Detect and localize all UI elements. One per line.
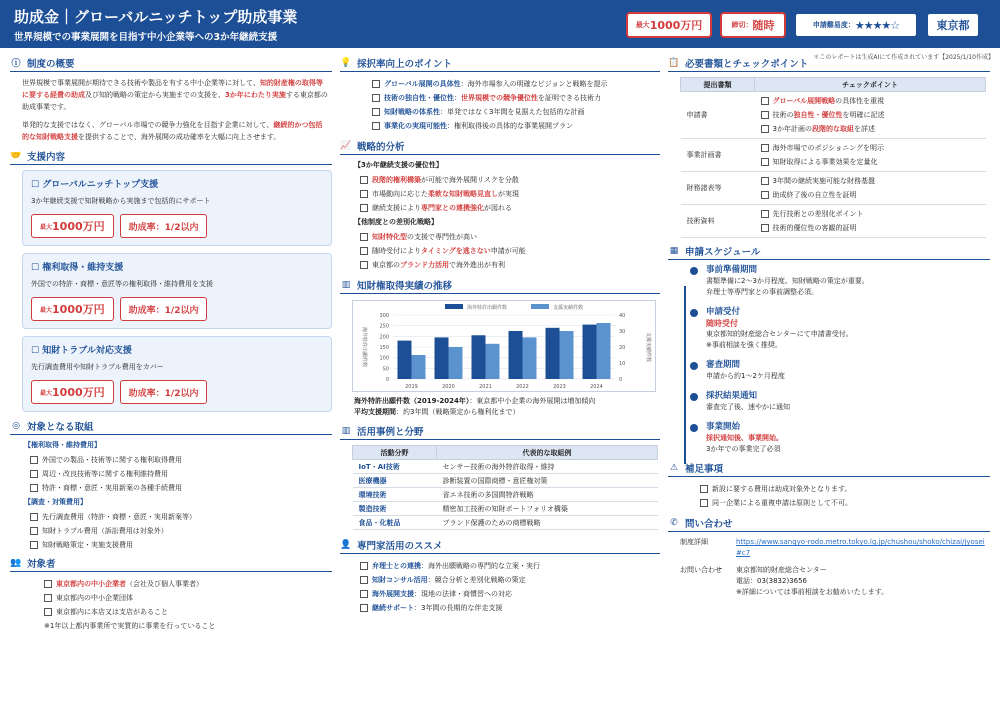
docs-table: [680, 77, 986, 238]
y-axis-label-right: 支援実績件数: [645, 331, 651, 363]
fields-table: [352, 445, 658, 530]
support-heading: 🤝 支援内容: [10, 149, 332, 165]
y-tick-left: 50: [382, 366, 389, 373]
timeline-item: 事業開始 採択通知後、事業開始。 3か年での事業完了必須: [692, 422, 990, 455]
list-item: 事業化の実現可能性：権利取得後の具体的な事業展開プラン: [384, 119, 660, 133]
table-header: 活動分野: [353, 446, 437, 460]
legend-swatch: [531, 304, 549, 309]
y-tick-left: 150: [379, 345, 389, 351]
max-badge: 最大 1000万円: [31, 380, 114, 404]
list-item: 知財特化型の支援で専門性が高い: [372, 230, 660, 244]
table-header: チェックポイント: [755, 78, 986, 92]
bar-series-1: [583, 325, 597, 379]
list-item: 周辺・改良技術等に関する権利維持費用: [42, 467, 332, 481]
bar-series-2: [523, 337, 537, 379]
list-item: 東京都内の中小企業団体: [56, 591, 332, 605]
info-icon: ⓘ: [11, 59, 21, 69]
timeline-line: [684, 286, 686, 464]
user-tie-icon: 👤: [340, 539, 352, 550]
eligible-heading: 👥 対象者: [10, 556, 332, 572]
difficulty-badge: 申請難易度： ★★★★☆: [794, 12, 918, 38]
page-title: 助成金｜グローバルニッチトップ助成事業: [14, 8, 298, 26]
x-tick-label: 2022: [516, 384, 529, 390]
list-item: 継続サポート：3年間の長期的な伴走支援: [372, 601, 660, 615]
rate-badge: 助成率：1/2以内: [120, 214, 208, 238]
y-tick-left: 300: [379, 313, 389, 319]
list-item: 知財コンサル活用：競合分析と差別化戦略の策定: [372, 573, 660, 587]
rate-badge: 助成率：1/2以内: [120, 380, 208, 404]
contact-heading: ✆ 問い合わせ: [668, 516, 990, 532]
table-row: 製造技術 精密加工技術の知財ポートフォリオ構築: [353, 502, 658, 516]
list-item: 海外展開支援：現地の法律・商慣習への対応: [372, 587, 660, 601]
support-card-title: ☐ グローバルニッチトップ支援: [31, 180, 159, 190]
list-item: 助成終了後の自立性を証明: [773, 188, 980, 202]
table-header: 代表的な取組例: [437, 446, 658, 460]
contact-url-link[interactable]: https://www.sangyo-rodo.metro.tokyo.lg.jp/chushou/shoko/chizai/jyosei#c7: [736, 538, 985, 557]
extra-heading: ⚠ 補足事項: [668, 461, 990, 477]
list-item: 継続支援により専門家との連携強化が図れる: [372, 201, 660, 215]
support-card-desc: 先行調査費用や知財トラブル費用をカバー: [31, 363, 164, 371]
table-row: 食品・化粧品 ブランド保護のための商標戦略: [353, 516, 658, 530]
list-item: 市場動向に応じた柔軟な知財戦略見直しが実現: [372, 187, 660, 201]
y-tick-right: 10: [619, 361, 626, 367]
y-axis-label-left: 海外特許出願件数: [361, 326, 367, 368]
table-row: 環境技術 省エネ技術の多国間特許戦略: [353, 488, 658, 502]
table-row: 申請書 グローバル展開戦略の具体性を重視 技術の独自性・優位性を明確に記述 3か年計画の段階的な取組を詳述: [681, 92, 986, 139]
fields-heading: ▥ 活用事例と分野: [340, 424, 660, 440]
bar-chart-icon: ▥: [341, 279, 351, 290]
timeline-item: 事前準備期間 書類準備に2〜3か月程度。知財戦略の策定が重要。 弁理士等専門家との事前調整必須。: [692, 265, 990, 298]
table-row: 事業計画書 海外市場でのポジショニングを明示 知財取得による事業効果を定量化: [681, 139, 986, 172]
max-amount-badge: 最大 1000万円: [626, 12, 712, 38]
list-item: 知財トラブル費用（訴訟費用は対象外）: [42, 524, 332, 538]
targets-group-label: 【権利取得・維持費用】: [24, 441, 101, 449]
ai-note: ＊このレポートは生成AIにて作成されています【2025/1/10作成】: [813, 54, 994, 61]
deadline-badge: 締切： 随時: [720, 12, 786, 38]
list-item: 技術の独自性・優位性を明確に記述: [773, 108, 980, 122]
bar-series-1: [435, 337, 449, 379]
table-header: 提出書類: [681, 78, 755, 92]
x-tick-label: 2021: [479, 384, 492, 390]
timeline-item: 申請受付 随時受付 東京都知的財産総合センターにて申請書受付。 ※事前相談を強く推奨。: [692, 307, 990, 351]
table-row: 医療機器 診断装置の国際商標・意匠権対策: [353, 474, 658, 488]
calendar-icon: ▦: [669, 245, 679, 256]
y-tick-right: 20: [619, 345, 626, 351]
bar-series-1: [398, 341, 412, 379]
ip-trend-heading: ▥ 知財権取得実績の推移: [340, 278, 660, 294]
list-item: 先行技術との差別化ポイント: [773, 207, 980, 221]
table-row: IoT・AI技術 センサー技術の海外特許取得・維持: [353, 460, 658, 474]
y-tick-right: 40: [619, 313, 626, 319]
timeline-dot: [690, 424, 698, 432]
bar-series-1: [472, 335, 486, 379]
list-item: 技術的優位性の客観的証明: [773, 221, 980, 235]
chart-caption-1: 海外特許出願件数（2019-2024年）：東京都中小企業の海外展開は増加傾向: [354, 397, 596, 405]
support-card-desc: 3か年継続支援で知財戦略から実施まで包括的にサポート: [31, 197, 211, 205]
x-tick-label: 2023: [553, 384, 566, 390]
strategy-group-label: 【他制度との差別化戦略】: [354, 218, 438, 226]
list-item: 3か年計画の段階的な取組を詳述: [773, 122, 980, 136]
clipboard-icon: 📋: [668, 57, 680, 68]
list-item: 外国での製品・技術等に関する権利取得費用: [42, 453, 332, 467]
timeline-item: 審査期間 申請から約1〜2ケ月程度: [692, 360, 990, 382]
list-item: 新設に要する費用は助成対象外となります。: [712, 482, 990, 496]
bar-series-1: [546, 328, 560, 379]
eligible-note: ※1年以上都内事業所で実質的に事業を行っていること: [44, 622, 216, 630]
table-row: 財務諸表等 3年間の継続実施可能な財務基盤 助成終了後の自立性を証明: [681, 172, 986, 205]
list-item: グローバル展開の具体性：海外市場参入の明確なビジョンと戦略を提示: [384, 77, 660, 91]
timeline-item: 採択結果通知 審査完了後、速やかに通知: [692, 391, 990, 413]
max-badge: 最大 1000万円: [31, 214, 114, 238]
points-heading: 💡 採択率向上のポイント: [340, 56, 660, 72]
bar-series-2: [597, 323, 611, 379]
table-row: 技術資料 先行技術との差別化ポイント 技術的優位性の客観的証明: [681, 205, 986, 238]
chart-caption-2: 平均支援期間：約3年間（戦略策定から権利化まで）: [354, 408, 520, 416]
users-icon: 👥: [10, 557, 22, 568]
timeline-dot: [690, 393, 698, 401]
support-card: [22, 336, 332, 412]
strategy-group-label: 【3か年継続支援の優位性】: [354, 161, 443, 169]
list-item: 弁理士との連携：海外出願戦略の専門的な立案・実行: [372, 559, 660, 573]
x-tick-label: 2024: [590, 384, 603, 390]
timeline-dot: [690, 362, 698, 370]
list-item: 段階的権利構築が可能で海外展開リスクを分散: [372, 173, 660, 187]
y-tick-left: 200: [379, 334, 389, 341]
docs-heading: 📋 必要書類とチェックポイント: [668, 56, 990, 72]
bar-series-2: [560, 331, 574, 379]
chart-line-icon: 📈: [340, 140, 352, 151]
support-card: [22, 170, 332, 246]
middle-column: [340, 56, 660, 615]
ip-trend-chart: [352, 300, 656, 392]
support-card-desc: 外国での特許・商標・意匠等の権利取得・維持費用を支援: [31, 280, 213, 288]
list-item: グローバル展開戦略の具体性を重視: [773, 94, 980, 108]
lightbulb-icon: 💡: [340, 57, 352, 68]
legend-label: 海外特許出願件数: [467, 305, 508, 311]
strategy-heading: 📈 戦略的分析: [340, 139, 660, 155]
targets-group-label: 【調査・対策費用】: [24, 498, 87, 506]
chart-svg: [353, 301, 657, 393]
bar-series-2: [486, 344, 500, 379]
list-item: 海外市場でのポジショニングを明示: [773, 141, 980, 155]
overview-heading: ⓘ 制度の概要: [10, 56, 332, 72]
target-icon: ◎: [12, 420, 20, 431]
list-item: 先行調査費用（特許・商標・意匠・実用新案等）: [42, 510, 332, 524]
experts-heading: 👤 専門家活用のススメ: [340, 538, 660, 554]
list-item: 技術の独自性・優位性：世界規模での競争優位性を証明できる技術力: [384, 91, 660, 105]
list-item: 知財戦略の体系性：単発ではなく3年間を見据えた包括的な計画: [384, 105, 660, 119]
bar-series-2: [412, 355, 426, 379]
page-subtitle: 世界規模での事業展開を目指す中小企業等への3か年継続支援: [14, 32, 278, 43]
y-tick-left: 100: [379, 355, 389, 362]
bar-series-1: [509, 331, 523, 379]
x-tick-label: 2020: [442, 384, 455, 390]
phone-icon: ✆: [670, 517, 678, 528]
timeline-dot: [690, 267, 698, 275]
timeline-dot: [690, 309, 698, 317]
legend-swatch: [445, 304, 463, 309]
schedule-heading: ▦ 申請スケジュール: [668, 244, 990, 260]
overview-paragraph-1: 世界規模で事業展開が期待できる技術や製品を有する中小企業等に対して、知的財産権の取得等に要する経費の助成及び知的戦略の策定から実施までの支援を、3か年にわたり実施する東京都の助成事業です。: [22, 79, 328, 111]
targets-heading: ◎ 対象となる取組: [10, 419, 332, 435]
bar-series-2: [449, 347, 463, 379]
overview-paragraph-2: 単発的な支援ではなく、グローバル市場での競争力強化を目指す企業に対して、継続的かつ包括的な知財戦略支援を提供することで、海外展開の成功確率を大幅に向上させます。: [22, 121, 323, 141]
region-badge: 東京都: [926, 12, 980, 38]
right-column: [668, 56, 990, 598]
list-item: 特許・商標・意匠・実用新案の各種手続費用: [42, 481, 332, 495]
bar-chart-icon: ▥: [341, 425, 351, 436]
list-item: 東京都内に本店又は支店があること: [56, 605, 332, 619]
list-item: 東京都のブランド力活用で海外進出が有利: [372, 258, 660, 272]
max-badge: 最大 1000万円: [31, 297, 114, 321]
list-item: 東京都内の中小企業者（会社及び個人事業者）: [56, 577, 332, 591]
y-tick-right: 30: [619, 329, 626, 335]
list-item: 知財戦略策定・実施支援費用: [42, 538, 332, 552]
x-tick-label: 2019: [405, 384, 418, 390]
left-column: [10, 56, 332, 633]
support-card: [22, 253, 332, 329]
list-item: 同一企業による重複申請は原則として不可。: [712, 496, 990, 510]
page-header: [0, 0, 1000, 48]
list-item: 3年間の継続実施可能な財務基盤: [773, 174, 980, 188]
list-item: 知財取得による事業効果を定量化: [773, 155, 980, 169]
legend-label: 支援実績件数: [553, 305, 584, 311]
support-card-title: ☐ 知財トラブル対応支援: [31, 346, 132, 356]
contact-table: 制度詳細 https://www.sangyo-rodo.metro.tokyo.lg.jp/chushou/shoko/chizai/jyosei#c7 お問い合わせ 東京都知的財産総合センター 電話：03(3832)3656 ※詳細については事前相談をお勧めいたします。: [680, 538, 985, 596]
list-item: 随時受付によりタイミングを逃さない申請が可能: [372, 244, 660, 258]
support-card-title: ☐ 権利取得・維持支援: [31, 263, 124, 273]
y-tick-right: 0: [619, 377, 623, 383]
rate-badge: 助成率：1/2以内: [120, 297, 208, 321]
warning-icon: ⚠: [669, 462, 679, 473]
handshake-icon: 🤝: [10, 150, 22, 161]
y-tick-left: 250: [379, 323, 389, 330]
y-tick-left: 0: [385, 377, 389, 383]
